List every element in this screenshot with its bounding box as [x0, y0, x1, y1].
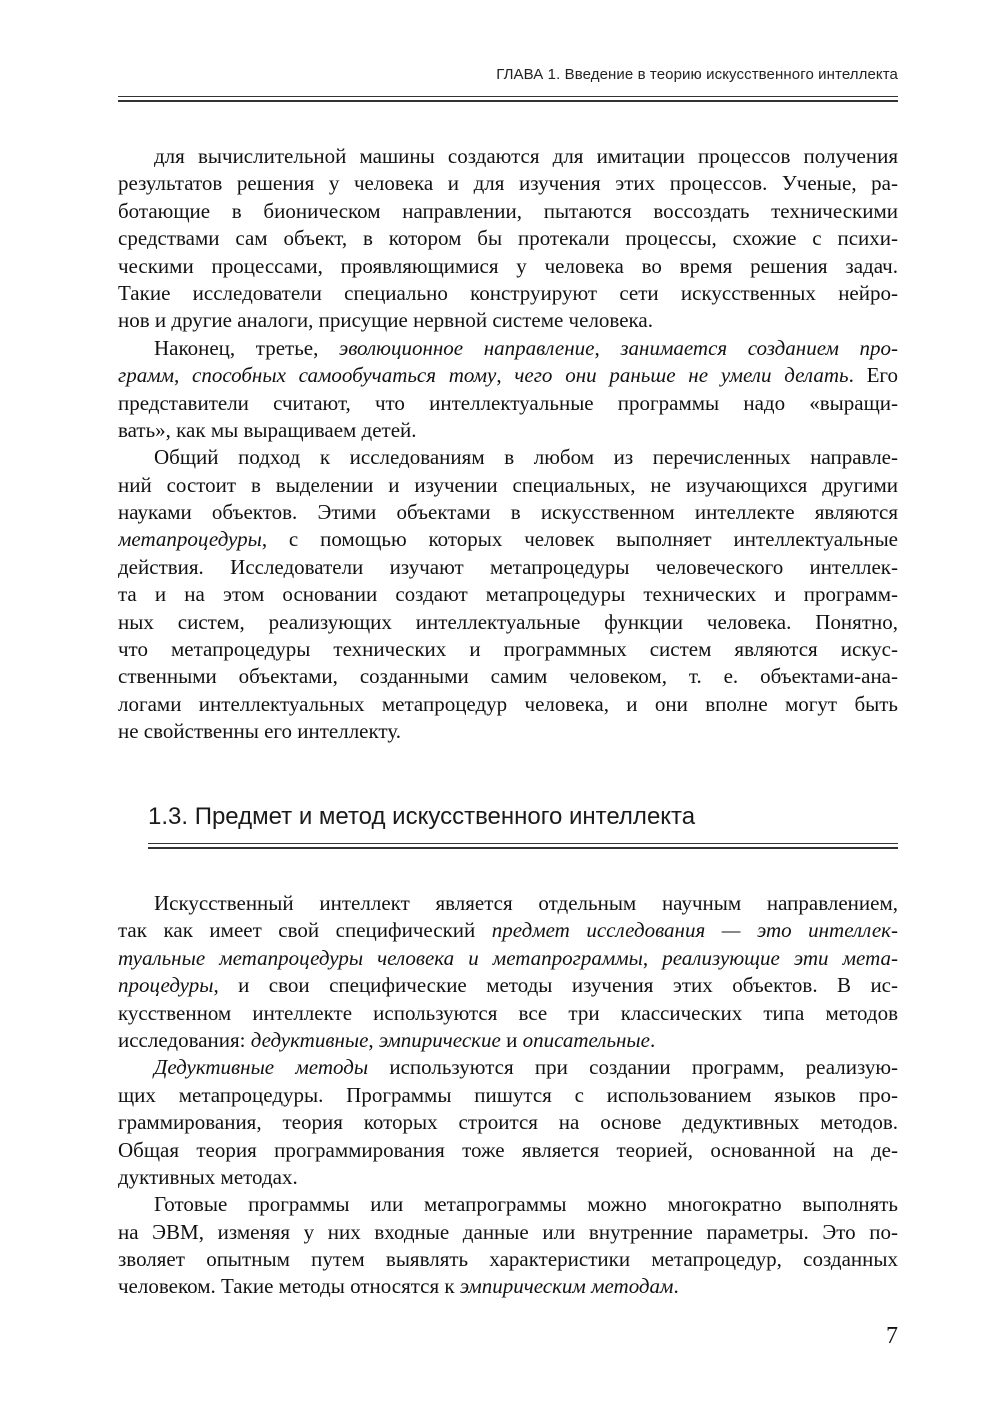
text-line [118, 691, 898, 718]
italic-term: грамм [118, 363, 174, 388]
text-line [118, 444, 898, 471]
text-line [118, 253, 898, 280]
text-run: , [174, 363, 193, 388]
italic-term: Дедуктивные методы [154, 1055, 369, 1080]
text-run: ных систем, реализующих интеллектуальные функции человека. Понятно, [118, 609, 898, 634]
header-rule-thick [118, 100, 898, 102]
italic-term: занимается созданием про- [620, 335, 898, 360]
text-run: Наконец, третье, [154, 335, 339, 360]
text-line [118, 1054, 898, 1081]
text-run: ний состоит в выделении и изучении специальных, не изучающихся другими [118, 472, 898, 497]
text-line [118, 390, 898, 417]
text-run: используются при создании программ, реализую- [368, 1055, 898, 1080]
italic-term: туальные метапроцедуры человека и метапрограммы [118, 945, 643, 970]
text-line [118, 1219, 898, 1246]
italic-term: эволюционное направление [338, 335, 595, 360]
text-line [118, 663, 898, 690]
text-run: Готовые программы или метапрограммы можно многократно выполнять [154, 1192, 898, 1217]
text-run: ственными объектами, созданными самим человеком, т. е. объектами-ана- [118, 664, 898, 689]
page-number: 7 [886, 1323, 898, 1349]
text-line [118, 972, 898, 999]
italic-term: реализующие эти мета- [662, 945, 898, 970]
text-line [118, 198, 898, 225]
text-run: нов и другие аналоги, присущие нервной системе человека. [118, 308, 653, 333]
italic-term: метапроцедуры [118, 527, 262, 552]
text-run: не свойственны его интеллекту. [118, 719, 401, 744]
text-line [118, 362, 898, 389]
section-heading: 1.3. Предмет и метод искусственного интеллекта [148, 803, 696, 830]
text-run: , и свои специфические методы изучения этих объектов. В ис- [213, 973, 898, 998]
italic-term: описательные [522, 1027, 650, 1052]
text-line [118, 917, 898, 944]
text-run: логами интеллектуальных метапроцедур человека, и они вполне могут быть [118, 691, 898, 716]
text-run: , [496, 363, 515, 388]
text-run: кусственном интеллекте используются все три классических типа методов [118, 1000, 898, 1025]
italic-term: дедуктивные [250, 1027, 369, 1052]
text-run: вать», как мы выращиваем детей. [118, 417, 417, 442]
paragraph [118, 890, 898, 1054]
text-line [118, 1246, 898, 1273]
text-run: ческими процессами, проявляющимися у человека во время решения задач. [118, 253, 898, 278]
text-run: . [649, 1027, 656, 1052]
text-run: . [673, 1274, 679, 1299]
text-run: граммирования, теория которых строится на основе дедуктивных методов. [118, 1110, 898, 1135]
text-line [118, 1000, 898, 1027]
body-text-top [118, 143, 898, 746]
text-run: науками объектов. Этими объектами в искусственном интеллекте являются [118, 500, 898, 525]
text-run: что метапроцедуры технических и программных систем являются искус- [118, 637, 898, 662]
header-rule-thin [118, 96, 898, 97]
text-line [118, 1137, 898, 1164]
text-run: та и на этом основании создают метапроцедуры технических и программ- [118, 582, 898, 607]
text-line [118, 890, 898, 917]
italic-term: способных самообучаться тому [192, 363, 497, 388]
text-run: дуктивных методах. [118, 1164, 298, 1189]
body-text-bottom [118, 890, 898, 1301]
text-line [118, 417, 898, 444]
text-line [118, 1109, 898, 1136]
text-run: Искусственный интеллект является отдельным научным направлением, [154, 891, 898, 915]
italic-term: предмет исследования — это интеллек- [491, 918, 898, 943]
text-run: так как имеет свой специфический [118, 918, 492, 943]
text-run: средствами сам объект, в котором бы протекали процессы, схожие с психи- [118, 226, 898, 251]
italic-term: эмпирическим методам [459, 1274, 674, 1299]
paragraph [118, 143, 898, 335]
text-run: , [642, 945, 663, 970]
italic-term: чего они раньше не умели делать [514, 363, 849, 388]
text-line [118, 225, 898, 252]
paragraph [118, 335, 898, 445]
text-line [118, 1027, 898, 1054]
text-line [118, 1164, 898, 1191]
paragraph [118, 444, 898, 745]
text-line [118, 526, 898, 553]
text-run: Общий подход к исследованиям в любом из перечисленных направле- [154, 445, 898, 470]
text-run: на ЭВМ, изменяя у них входные данные или внутренние параметры. Это по- [118, 1219, 898, 1244]
text-line [118, 945, 898, 972]
text-run: результатов решения у человека и для изучения этих процессов. Ученые, ра- [118, 171, 898, 196]
text-run: исследования: [118, 1027, 251, 1052]
italic-term: эмпирические [378, 1027, 501, 1052]
text-line [118, 581, 898, 608]
text-line [118, 499, 898, 526]
text-run: человеком. Такие методы относятся к [118, 1274, 460, 1299]
paragraph [118, 1054, 898, 1191]
text-line [118, 718, 898, 745]
text-run: , с помощью которых человек выполняет интеллектуальные [261, 527, 898, 552]
text-line [118, 472, 898, 499]
text-line [118, 143, 898, 170]
italic-term: процедуры [118, 973, 214, 998]
text-run: щих метапроцедуры. Программы пишутся с использованием языков про- [118, 1082, 898, 1107]
text-line [118, 280, 898, 307]
text-line [118, 554, 898, 581]
section-rule-thin [148, 843, 898, 844]
text-line [118, 170, 898, 197]
running-head: ГЛАВА 1. Введение в теорию искусственного интеллекта [496, 66, 898, 83]
section-rule-thick [148, 847, 898, 849]
text-run: , [594, 335, 621, 360]
text-line [118, 1082, 898, 1109]
text-line [118, 636, 898, 663]
text-run: зволяет опытным путем выявлять характеристики метапроцедур, созданных [118, 1247, 898, 1272]
text-run: ботающие в бионическом направлении, пытаются воссоздать техническими [118, 198, 898, 223]
paragraph [118, 1191, 898, 1301]
text-run: . Его [848, 363, 898, 388]
text-run: , [368, 1027, 379, 1052]
text-run: Общая теория программирования тоже является теорией, основанной на де- [118, 1137, 898, 1162]
text-run: Такие исследователи специально конструируют сети искусственных нейро- [118, 280, 898, 305]
text-line [118, 1191, 898, 1218]
text-run: и [500, 1027, 523, 1052]
text-run: представители считают, что интеллектуальные программы надо «выращи- [118, 390, 898, 415]
text-line [118, 307, 898, 334]
text-line [118, 1273, 898, 1300]
text-run: действия. Исследователи изучают метапроцедуры человеческого интеллек- [118, 554, 898, 579]
text-line [118, 609, 898, 636]
text-run: для вычислительной машины создаются для имитации процессов получения [154, 144, 898, 168]
text-line [118, 335, 898, 362]
